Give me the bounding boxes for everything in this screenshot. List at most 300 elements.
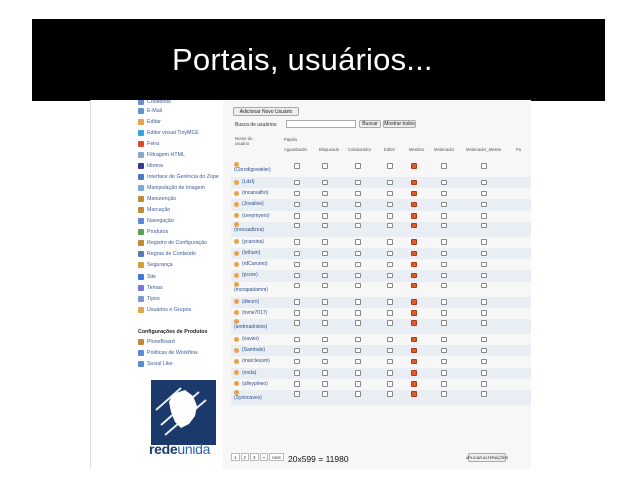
user-name: (Ldzl) <box>242 179 255 185</box>
sidebar-item-label: Filtragem HTML <box>147 152 185 158</box>
roles-column-header: Papéis <box>284 137 298 142</box>
role-checkbox[interactable] <box>411 359 417 365</box>
role-checkbox[interactable] <box>322 391 328 397</box>
user-name: (dleuro) <box>242 298 260 305</box>
role-checkbox[interactable] <box>355 180 361 186</box>
role-checkbox[interactable] <box>481 337 487 343</box>
add-user-button[interactable]: Adicionar Novo Usuário <box>233 107 299 116</box>
role-column-header: Bloqueado <box>319 147 340 152</box>
sidebar-item-label: Produtos <box>147 229 169 235</box>
search-input[interactable] <box>286 120 356 128</box>
role-checkbox[interactable] <box>411 320 417 326</box>
role-checkbox[interactable] <box>294 273 300 279</box>
user-name-link[interactable] <box>234 162 271 173</box>
role-checkbox[interactable] <box>355 391 361 397</box>
show-all-button[interactable]: Mostrar todos <box>384 121 415 127</box>
role-checkbox[interactable] <box>441 202 447 208</box>
document-icon <box>138 100 144 105</box>
role-checkbox[interactable] <box>355 191 361 197</box>
role-checkbox[interactable] <box>441 283 447 289</box>
sidebar-section-item[interactable] <box>138 337 175 347</box>
role-checkbox[interactable] <box>355 213 361 219</box>
mail-icon <box>138 108 144 114</box>
lock-icon <box>138 262 144 268</box>
user-name: (lothum) <box>242 250 261 256</box>
role-checkbox[interactable] <box>441 310 447 316</box>
role-checkbox[interactable] <box>355 239 361 245</box>
sidebar-item-label: PloneBoard <box>147 339 175 345</box>
grid-icon <box>138 174 144 180</box>
role-checkbox[interactable] <box>322 180 328 186</box>
role-checkbox[interactable] <box>294 180 300 186</box>
role-checkbox[interactable] <box>481 180 487 186</box>
role-checkbox[interactable] <box>355 283 361 289</box>
role-checkbox[interactable] <box>441 180 447 186</box>
sidebar-item[interactable] <box>138 117 161 127</box>
role-checkbox[interactable] <box>322 381 328 387</box>
table-row <box>231 356 531 367</box>
user-name: (andreadrsleis) <box>234 324 268 330</box>
role-checkbox[interactable] <box>355 163 361 169</box>
role-checkbox[interactable] <box>387 370 393 376</box>
role-checkbox[interactable] <box>411 273 417 279</box>
role-checkbox[interactable] <box>322 359 328 365</box>
sidebar-item-label: Feira <box>147 141 160 147</box>
user-name-link[interactable] <box>234 358 270 364</box>
pencil-icon <box>138 339 144 345</box>
role-checkbox[interactable] <box>294 191 300 197</box>
role-checkbox[interactable] <box>355 202 361 208</box>
role-checkbox[interactable] <box>294 348 300 354</box>
role-column-header: Pu <box>516 147 522 152</box>
role-column-header: Editor <box>384 147 395 152</box>
role-checkbox[interactable] <box>294 283 300 289</box>
role-checkbox[interactable] <box>441 239 447 245</box>
role-checkbox[interactable] <box>355 273 361 279</box>
user-name-link[interactable] <box>234 347 265 353</box>
role-checkbox[interactable] <box>481 283 487 289</box>
role-checkbox[interactable] <box>481 359 487 365</box>
role-checkbox[interactable] <box>294 310 300 316</box>
sidebar-item[interactable] <box>138 194 176 204</box>
role-checkbox[interactable] <box>441 381 447 387</box>
nav-icon <box>138 218 144 224</box>
role-checkbox[interactable] <box>355 370 361 376</box>
user-name: (mocsadlzea) <box>234 226 265 233</box>
role-checkbox[interactable] <box>294 202 300 208</box>
sidebar-item[interactable] <box>138 172 219 182</box>
sidebar-item[interactable] <box>138 205 170 215</box>
table-row <box>231 177 531 188</box>
apply-changes-button[interactable]: APLICAR ALTERAÇÕES <box>468 453 506 462</box>
role-checkbox[interactable] <box>441 320 447 326</box>
globe-icon <box>138 274 144 280</box>
table-row <box>231 345 531 356</box>
page-link[interactable]: 2 <box>241 453 250 461</box>
role-checkbox[interactable] <box>355 337 361 343</box>
logo-map-icon <box>151 380 216 445</box>
user-name-link[interactable] <box>234 272 258 278</box>
role-checkbox[interactable] <box>355 320 361 326</box>
role-checkbox[interactable] <box>387 359 393 365</box>
flag-icon <box>138 163 144 169</box>
role-checkbox[interactable] <box>294 299 300 305</box>
sidebar-item[interactable] <box>138 161 163 171</box>
sidebar-item-label: Interface de Gerência do Zope <box>147 174 219 180</box>
role-checkbox[interactable] <box>411 262 417 268</box>
role-checkbox[interactable] <box>294 223 300 229</box>
name-column-header: Nome do usuário <box>235 136 253 146</box>
role-checkbox[interactable] <box>441 163 447 169</box>
user-icon <box>234 359 239 364</box>
circle-icon <box>138 141 144 147</box>
user-icon <box>138 119 144 125</box>
role-checkbox[interactable] <box>481 163 487 169</box>
role-checkbox[interactable] <box>481 239 487 245</box>
sidebar-item-label: Manutenção <box>147 196 177 202</box>
package-icon <box>138 229 144 235</box>
role-checkbox[interactable] <box>387 337 393 343</box>
role-checkbox[interactable] <box>481 391 487 397</box>
sidebar-item[interactable] <box>138 249 196 259</box>
role-checkbox[interactable] <box>387 202 393 208</box>
sidebar-item-label: Social Like <box>147 361 173 367</box>
sidebar-item-label: Registro de Configuração <box>147 240 208 246</box>
role-checkbox[interactable] <box>387 180 393 186</box>
sidebar-item[interactable] <box>138 294 160 304</box>
role-checkbox[interactable] <box>387 262 393 268</box>
role-checkbox[interactable] <box>481 251 487 257</box>
role-checkbox[interactable] <box>355 348 361 354</box>
role-checkbox[interactable] <box>387 320 393 326</box>
user-name-link[interactable] <box>234 190 268 196</box>
role-checkbox[interactable] <box>322 283 328 289</box>
user-name-link[interactable] <box>234 299 259 305</box>
table-row <box>231 222 531 237</box>
page-link[interactable]: next <box>269 453 284 461</box>
role-checkbox[interactable] <box>294 320 300 326</box>
user-icon <box>234 310 239 315</box>
role-checkbox[interactable] <box>387 223 393 229</box>
role-checkbox[interactable] <box>387 273 393 279</box>
search-label: Busca de usuários: <box>235 122 278 128</box>
user-name-link[interactable] <box>234 213 270 219</box>
role-checkbox[interactable] <box>441 359 447 365</box>
role-checkbox[interactable] <box>294 391 300 397</box>
role-checkbox[interactable] <box>355 359 361 365</box>
role-checkbox[interactable] <box>322 191 328 197</box>
role-column-header: Aguardando <box>284 147 307 152</box>
sidebar-item[interactable] <box>138 216 174 226</box>
rules-icon <box>138 251 144 257</box>
table-row <box>231 259 531 270</box>
role-checkbox[interactable] <box>322 223 328 229</box>
wrench-icon <box>138 196 144 202</box>
role-checkbox[interactable] <box>411 299 417 305</box>
user-name: (Samtsde) <box>242 347 266 354</box>
user-name: (mcrapadamm) <box>234 286 268 293</box>
role-checkbox[interactable] <box>355 310 361 316</box>
role-checkbox[interactable] <box>441 262 447 268</box>
table-row <box>231 368 531 379</box>
role-checkbox[interactable] <box>481 320 487 326</box>
logo-brand: rede <box>149 441 178 457</box>
table-row <box>231 308 531 319</box>
role-checkbox[interactable] <box>441 223 447 229</box>
user-name-link[interactable] <box>234 310 267 316</box>
user-icon <box>234 299 239 304</box>
role-checkbox[interactable] <box>294 262 300 268</box>
sidebar-section-item[interactable] <box>138 359 173 369</box>
user-name-link[interactable] <box>234 179 255 185</box>
role-checkbox[interactable] <box>322 337 328 343</box>
role-checkbox[interactable] <box>322 273 328 279</box>
role-checkbox[interactable] <box>294 239 300 245</box>
role-checkbox[interactable] <box>441 191 447 197</box>
filter-icon <box>138 152 144 158</box>
user-name: (ouvier) <box>242 336 259 342</box>
role-checkbox[interactable] <box>441 299 447 305</box>
user-icon <box>234 202 239 207</box>
table-row <box>231 379 531 390</box>
user-name-link[interactable] <box>234 222 264 233</box>
role-checkbox[interactable] <box>322 348 328 354</box>
role-checkbox[interactable] <box>322 299 328 305</box>
table-row <box>231 237 531 248</box>
pencil-icon <box>138 207 144 213</box>
role-checkbox[interactable] <box>411 310 417 316</box>
table-row <box>231 199 531 210</box>
wrench-icon <box>138 240 144 246</box>
role-checkbox[interactable] <box>294 251 300 257</box>
role-checkbox[interactable] <box>411 348 417 354</box>
page-link[interactable]: 1 <box>231 453 240 461</box>
user-name-link[interactable] <box>234 370 256 376</box>
role-checkbox[interactable] <box>441 348 447 354</box>
pager <box>231 453 285 463</box>
user-icon <box>234 370 239 375</box>
role-checkbox[interactable] <box>294 163 300 169</box>
sidebar-item-label: Tipos <box>147 296 160 302</box>
sidebar-item-label: Cookbook <box>147 100 171 105</box>
role-checkbox[interactable] <box>387 163 393 169</box>
logo-text <box>149 441 210 457</box>
sidebar-item-label: E-Mail <box>147 108 163 114</box>
role-checkbox[interactable] <box>322 163 328 169</box>
sidebar-item[interactable] <box>138 238 207 248</box>
role-checkbox[interactable] <box>387 348 393 354</box>
role-checkbox[interactable] <box>387 283 393 289</box>
user-name: (marcleusm) <box>242 358 270 365</box>
sidebar-item[interactable] <box>138 106 162 116</box>
sidebar-item[interactable] <box>138 305 191 315</box>
role-checkbox[interactable] <box>481 273 487 279</box>
slide-title: Portais, usuários... <box>172 42 433 77</box>
sidebar-item-label: Site <box>147 274 157 280</box>
role-checkbox[interactable] <box>387 213 393 219</box>
role-checkbox[interactable] <box>294 213 300 219</box>
role-checkbox[interactable] <box>411 213 417 219</box>
role-checkbox[interactable] <box>355 381 361 387</box>
table-row <box>231 282 531 297</box>
sidebar-item-label: Regras de Conteúdo <box>147 251 196 257</box>
role-checkbox[interactable] <box>411 251 417 257</box>
user-name-link[interactable] <box>234 381 268 387</box>
role-checkbox[interactable] <box>441 391 447 397</box>
user-icon <box>234 180 239 185</box>
role-checkbox[interactable] <box>441 251 447 257</box>
sidebar-item-label: Navegação <box>147 218 174 224</box>
user-name-link[interactable] <box>234 261 268 267</box>
role-checkbox[interactable] <box>322 370 328 376</box>
sidebar-item[interactable] <box>138 227 168 237</box>
role-checkbox[interactable] <box>441 273 447 279</box>
role-checkbox[interactable] <box>481 348 487 354</box>
user-name-link[interactable] <box>234 239 264 245</box>
table-row <box>231 334 531 345</box>
user-name: (pcore) <box>242 272 258 279</box>
user-name: (mcarvalho) <box>242 190 269 197</box>
role-checkbox[interactable] <box>441 370 447 376</box>
users-icon <box>138 307 144 313</box>
sidebar-item-label: Políticas de Workflow <box>147 350 198 356</box>
sidebar-section-title: Configurações de Produtos <box>138 329 208 335</box>
sidebar-item[interactable] <box>138 150 185 160</box>
role-checkbox[interactable] <box>481 202 487 208</box>
table-row <box>231 188 531 199</box>
role-checkbox[interactable] <box>294 370 300 376</box>
table-row <box>231 270 531 281</box>
role-checkbox[interactable] <box>411 370 417 376</box>
sidebar-item[interactable] <box>138 283 163 293</box>
role-checkbox[interactable] <box>294 359 300 365</box>
role-checkbox[interactable] <box>387 391 393 397</box>
role-checkbox[interactable] <box>355 223 361 229</box>
user-name: (rdCarumo) <box>242 261 268 268</box>
role-checkbox[interactable] <box>355 251 361 257</box>
role-checkbox[interactable] <box>411 283 417 289</box>
role-checkbox[interactable] <box>355 299 361 305</box>
role-checkbox[interactable] <box>355 262 361 268</box>
user-icon <box>234 239 239 244</box>
sidebar-item[interactable] <box>138 272 156 282</box>
role-checkbox[interactable] <box>411 381 417 387</box>
role-checkbox[interactable] <box>481 299 487 305</box>
role-checkbox[interactable] <box>322 262 328 268</box>
role-checkbox[interactable] <box>322 213 328 219</box>
table-row <box>231 162 531 177</box>
role-checkbox[interactable] <box>481 223 487 229</box>
role-checkbox[interactable] <box>411 202 417 208</box>
sidebar-item[interactable] <box>138 128 199 138</box>
sidebar-item[interactable] <box>138 260 173 270</box>
sidebar-item[interactable] <box>138 183 205 193</box>
theme-icon <box>138 285 144 291</box>
role-checkbox[interactable] <box>387 310 393 316</box>
user-name: (Josaline) <box>242 201 264 208</box>
role-checkbox[interactable] <box>322 320 328 326</box>
role-checkbox[interactable] <box>481 381 487 387</box>
sidebar-item[interactable] <box>138 139 159 149</box>
role-checkbox[interactable] <box>441 213 447 219</box>
role-checkbox[interactable] <box>322 310 328 316</box>
sidebar-item-label: Temas <box>147 285 163 291</box>
table-row <box>231 319 531 334</box>
sidebar-item-label: Manipulação de Imagem <box>147 185 206 191</box>
role-column-header: Membro <box>409 147 425 152</box>
role-column-header: Moderador_Mestre <box>466 147 502 152</box>
user-name-link[interactable] <box>234 336 259 342</box>
role-checkbox[interactable] <box>387 239 393 245</box>
role-column-header: Moderador <box>434 147 455 152</box>
role-column-header: Colaborador <box>348 147 372 152</box>
user-name-link[interactable] <box>234 390 262 401</box>
role-checkbox[interactable] <box>411 239 417 245</box>
role-checkbox[interactable] <box>294 381 300 387</box>
user-icon <box>234 191 239 196</box>
role-checkbox[interactable] <box>411 180 417 186</box>
sidebar-item-label: Marcação <box>147 207 171 213</box>
role-checkbox[interactable] <box>481 262 487 268</box>
role-checkbox[interactable] <box>481 310 487 316</box>
role-checkbox[interactable] <box>387 381 393 387</box>
table-row <box>231 248 531 259</box>
role-checkbox[interactable] <box>411 163 417 169</box>
sidebar-item-label: Idioma <box>147 163 163 169</box>
role-checkbox[interactable] <box>294 337 300 343</box>
role-checkbox[interactable] <box>387 299 393 305</box>
user-name: (ulleypineo) <box>242 380 268 387</box>
role-checkbox[interactable] <box>441 337 447 343</box>
page-link[interactable]: 3 <box>250 453 259 461</box>
user-name-link[interactable] <box>234 282 268 293</box>
user-name: (nvne7017) <box>242 309 268 316</box>
table-row <box>231 211 531 222</box>
sidebar-item-label: Editor visual TinyMCE <box>147 130 199 136</box>
user-name: (ycarsina) <box>242 238 264 245</box>
role-checkbox[interactable] <box>387 251 393 257</box>
user-name-link[interactable] <box>234 201 264 207</box>
types-icon <box>138 296 144 302</box>
table-row <box>231 297 531 308</box>
search-button[interactable]: Buscar <box>359 120 381 128</box>
user-name: (ceeymyers) <box>242 212 270 219</box>
user-icon <box>234 381 239 386</box>
user-name-link[interactable] <box>234 319 267 330</box>
role-checkbox[interactable] <box>411 337 417 343</box>
logo-brand-suffix: unida <box>177 441 211 457</box>
user-name: (onda) <box>242 369 257 376</box>
role-checkbox[interactable] <box>322 202 328 208</box>
screenshot-panel <box>90 100 531 469</box>
sidebar-section-item[interactable] <box>138 348 198 358</box>
role-checkbox[interactable] <box>387 191 393 197</box>
role-checkbox[interactable] <box>411 223 417 229</box>
role-checkbox[interactable] <box>481 370 487 376</box>
user-name-link[interactable] <box>234 250 260 256</box>
user-icon <box>234 213 239 218</box>
page-link[interactable]: » <box>260 453 269 461</box>
role-checkbox[interactable] <box>322 251 328 257</box>
users-panel <box>231 100 531 469</box>
sidebar-item-label: Editar <box>147 119 161 125</box>
user-icon <box>234 348 239 353</box>
role-checkbox[interactable] <box>322 239 328 245</box>
role-checkbox[interactable] <box>481 191 487 197</box>
role-checkbox[interactable] <box>481 213 487 219</box>
role-checkbox[interactable] <box>411 191 417 197</box>
role-checkbox[interactable] <box>411 391 417 397</box>
